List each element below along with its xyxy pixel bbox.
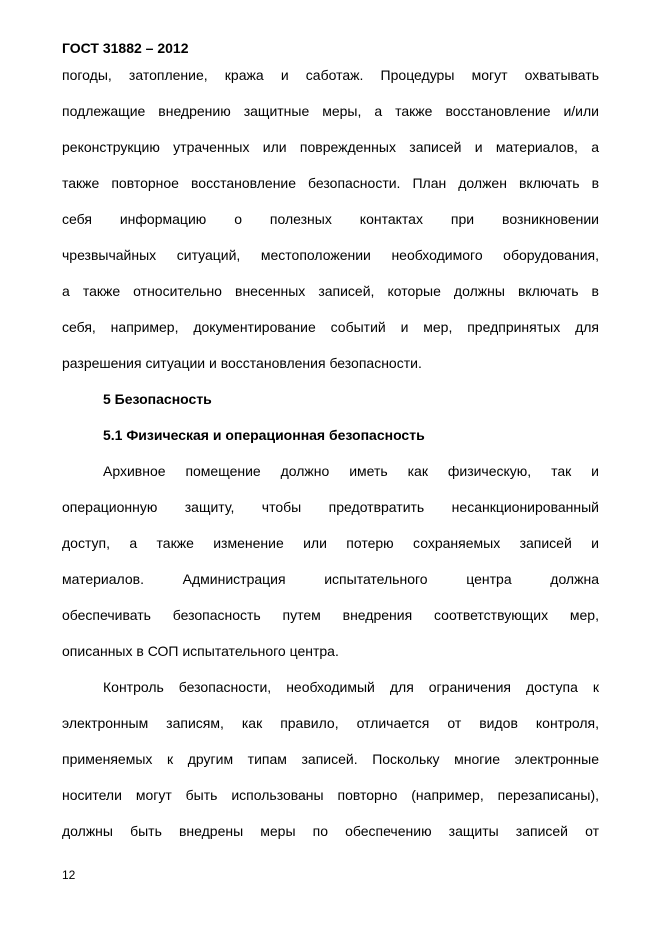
body-line: носители могут быть использованы повторно (например, перезаписаны), <box>62 787 599 803</box>
document-body <box>62 57 599 849</box>
body-line: подлежащие внедрению защитные меры, а также восстановление и/или <box>62 103 599 119</box>
body-line: должны быть внедрены меры по обеспечению защиты записей от <box>62 823 599 839</box>
body-line: обеспечивать безопасность путем внедрения соответствующих мер, <box>62 607 599 623</box>
subsection-heading: 5.1 Физическая и операционная безопасность <box>103 427 425 443</box>
body-line: а также относительно внесенных записей, которые должны включать в <box>62 283 599 299</box>
body-line: материалов. Администрация испытательного центра должна <box>62 571 599 587</box>
body-line: себя, например, документирование событий и мер, предпринятых для <box>62 319 599 335</box>
section-heading: 5 Безопасность <box>103 391 212 407</box>
body-line: реконструкцию утраченных или поврежденных записей и материалов, а <box>62 139 599 155</box>
body-line: погоды, затопление, кража и саботаж. Процедуры могут охватывать <box>62 67 599 83</box>
body-line: описанных в СОП испытательного центра. <box>62 643 339 659</box>
body-line: доступ, а также изменение или потерю сохраняемых записей и <box>62 535 599 551</box>
body-line: себя информацию о полезных контактах при возникновении <box>62 211 599 227</box>
body-line: применяемых к другим типам записей. Поскольку многие электронные <box>62 751 599 767</box>
body-line: электронным записям, как правило, отличается от видов контроля, <box>62 715 599 731</box>
body-line: разрешения ситуации и восстановления безопасности. <box>62 355 422 371</box>
page-number: 12 <box>62 868 76 882</box>
body-line: Архивное помещение должно иметь как физическую, так и <box>103 463 599 479</box>
document-header: ГОСТ 31882 – 2012 <box>62 40 189 56</box>
body-line: операционную защиту, чтобы предотвратить несанкционированный <box>62 499 599 515</box>
body-line: Контроль безопасности, необходимый для ограничения доступа к <box>103 679 599 695</box>
body-line: также повторное восстановление безопасности. План должен включать в <box>62 175 599 191</box>
body-line: чрезвычайных ситуаций, местоположении необходимого оборудования, <box>62 247 599 263</box>
